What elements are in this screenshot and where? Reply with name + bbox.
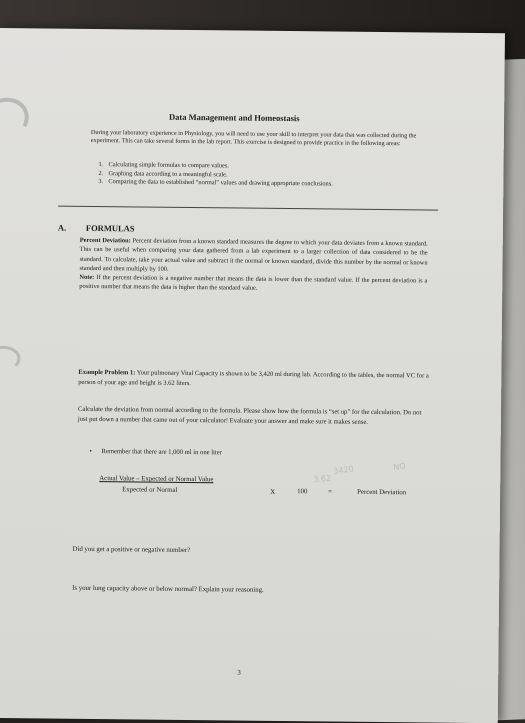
objective-number: 2. [98, 169, 104, 177]
definition-text: Percent deviation from a known standard measures the degree to which your data deviates from a known standard. This can be useful when comparing your data gathered from a lab experiment to a larger collection of data considered to be the standard. To calculate, take your actual value and subtract it the normal or known standard, divide this number by the normal or known standard and then multiply by 100. [79, 237, 428, 273]
faint-scribble: 3.62 [313, 473, 332, 484]
page-number: 3 [237, 668, 241, 677]
formula-hundred: 100 [297, 488, 308, 496]
formula-denominator: Expected or Normal [122, 486, 178, 494]
objective-text: Comparing the data to established “normal” values and drawing appropriate conclusions. [108, 178, 333, 188]
objective-text: Graphing data according to a meaningful scale. [108, 169, 228, 178]
note-label: Note: [79, 274, 95, 282]
instructions-paragraph: Calculate the deviation from normal according to the formula. Please show how the formula is “set up” for the calculation. Do not just put down a number that came out of your calculator! Evaluate your answer and make sure it makes sense. [77, 405, 422, 426]
example-problem [78, 368, 433, 391]
faint-scribble: 3420 [332, 464, 355, 476]
example-text: Your pulmonary Vital Capacity is shown to be 3,420 ml during lab. According to the tables, the normal VC for a person of your age and height is 3.62 liters. [78, 369, 429, 387]
formula-equals: = [328, 488, 333, 496]
faint-scribble: NO [392, 461, 407, 472]
section-heading: FORMULAS [85, 222, 135, 234]
definition-label: Percent Deviation: [79, 236, 131, 245]
page-title: Data Management and Homeostasis [169, 111, 300, 124]
worksheet-page [0, 28, 505, 723]
page-content [0, 28, 505, 713]
percent-deviation-definition [79, 236, 428, 295]
section-divider [58, 206, 438, 211]
bullet-icon: • [89, 447, 92, 455]
question-lung-capacity: Is your lung capacity above or below normal? Explain your reasoning. [72, 584, 264, 594]
section-letter: A. [57, 222, 67, 233]
objective-number: 1. [98, 161, 104, 169]
formula-numerator: Actual Value – Expected or Normal Value [99, 475, 214, 484]
note-text: If the percent deviation is a negative number that means the data is lower than the standard value. If the percent deviation is a positive number that means the data is higher than the standard value. [79, 274, 428, 293]
objectives-list [98, 161, 428, 190]
formula-result: Percent Deviation [357, 488, 407, 497]
bullet-text: Remember that there are 1,000 ml in one liter [101, 448, 222, 457]
objective-number: 3. [98, 178, 104, 186]
bullet-item [90, 448, 222, 456]
objective-text: Calculating simple formulas to compare values. [108, 161, 229, 170]
formula-times: X [270, 487, 276, 496]
intro-paragraph: During your laboratory experience in Physiology, you will need to use your skill to interpret your data that was collected during the experiment. This can take several forms in the lab report. This exercise is designed to provide practice in the following areas: [90, 128, 417, 148]
example-label: Example Problem 1: [78, 368, 136, 377]
question-sign: Did you get a positive or negative number? [72, 545, 191, 555]
